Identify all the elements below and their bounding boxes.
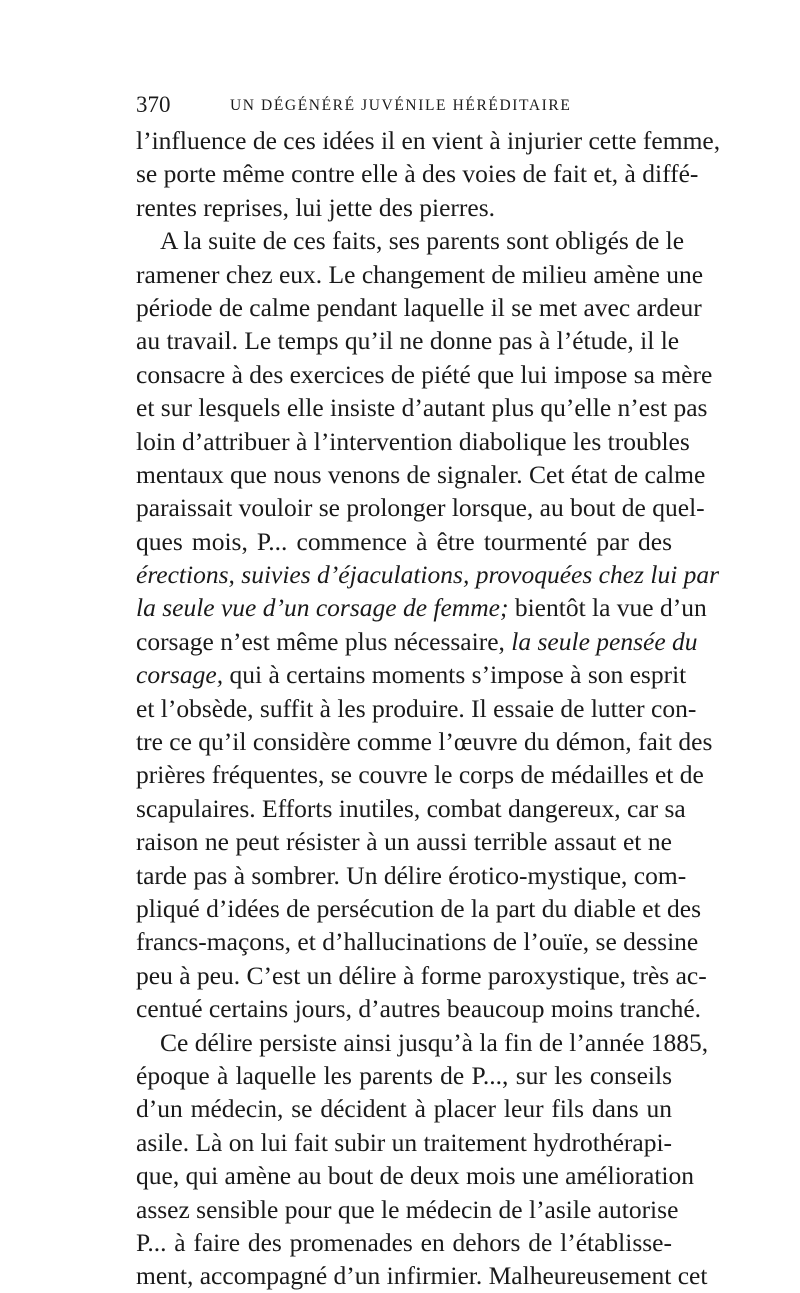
text-line bbox=[136, 191, 672, 224]
italic-run: corsage, bbox=[136, 660, 224, 690]
text-run: ramener chez eux. Le changement de milieu amène une bbox=[136, 259, 704, 289]
text-line bbox=[136, 1159, 695, 1192]
text-run: Ce délire persiste ainsi jusqu’à la fin de l’année 1885, bbox=[160, 1027, 709, 1057]
text-line bbox=[136, 758, 704, 791]
text-line bbox=[136, 1193, 679, 1226]
text-line bbox=[136, 725, 713, 758]
text-run: paraissait vouloir se prolonger lorsque, au bout de quel- bbox=[136, 493, 705, 523]
text-line bbox=[136, 157, 699, 190]
text-line bbox=[136, 1026, 709, 1059]
italic-run: la seule vue d’un corsage de femme; bbox=[136, 593, 509, 623]
text-run: ques mois, P... commence à être tourmenté par des bbox=[136, 526, 672, 556]
text-line bbox=[136, 792, 686, 825]
text-run: se porte même contre elle à des voies de fait et, à diffé- bbox=[136, 159, 699, 189]
running-head bbox=[136, 90, 680, 120]
text-line bbox=[136, 1092, 672, 1125]
text-line bbox=[136, 425, 690, 458]
text-line bbox=[136, 892, 702, 925]
text-run: francs-maçons, et d’hallucinations de l’ouïe, se dessine bbox=[136, 927, 699, 957]
text-line bbox=[136, 458, 706, 491]
text-line bbox=[136, 525, 672, 558]
text-line bbox=[136, 358, 713, 391]
text-run: A la suite de ces faits, ses parents sont obligés de le bbox=[160, 226, 685, 256]
text-run: tre ce qu’il considère comme l’œuvre du démon, fait des bbox=[136, 727, 713, 757]
page-number: 370 bbox=[136, 92, 171, 117]
text-line bbox=[136, 258, 704, 291]
text-run: assez sensible pour que le médecin de l’asile autorise bbox=[136, 1194, 679, 1224]
text-run: qui à certains moments s’impose à son esprit bbox=[223, 660, 687, 690]
text-run: prières fréquentes, se couvre le corps de médailles et de bbox=[136, 760, 704, 790]
text-run: rentes reprises, lui jette des pierres. bbox=[136, 192, 495, 222]
text-line bbox=[136, 491, 705, 524]
text-run: et l’obsède, suffit à les produire. Il essaie de lutter con- bbox=[136, 693, 697, 723]
text-line bbox=[136, 124, 721, 157]
text-run: mentaux que nous venons de signaler. Cet état de calme bbox=[136, 459, 706, 489]
text-run: P... à faire des promenades en dehors de l’établisse- bbox=[136, 1227, 672, 1257]
text-run: consacre à des exercices de piété que lui impose sa mère bbox=[136, 359, 713, 389]
text-run: période de calme pendant laquelle il se met avec ardeur bbox=[136, 292, 702, 322]
text-line bbox=[136, 625, 698, 658]
text-run: scapulaires. Efforts inutiles, combat dangereux, car sa bbox=[136, 793, 686, 823]
text-run: d’un médecin, se décident à placer leur fils dans un bbox=[136, 1094, 672, 1124]
text-run: peu à peu. C’est un délire à forme paroxystique, très ac- bbox=[136, 960, 707, 990]
text-run: époque à laquelle les parents de P..., sur les conseils bbox=[136, 1060, 672, 1090]
text-line bbox=[136, 1059, 672, 1092]
text-run: loin d’attribuer à l’intervention diabolique les troubles bbox=[136, 426, 690, 456]
text-run: ment, accompagné d’un infirmier. Malheureusement cet bbox=[136, 1261, 708, 1291]
text-line bbox=[136, 558, 720, 591]
text-line bbox=[136, 224, 685, 257]
running-title: UN DÉGÉNÉRÉ JUVÉNILE HÉRÉDITAIRE bbox=[230, 97, 572, 114]
text-run: que, qui amène au bout de deux mois une amélioration bbox=[136, 1161, 695, 1191]
text-line bbox=[136, 992, 702, 1025]
text-line bbox=[136, 692, 697, 725]
text-line bbox=[136, 1259, 708, 1292]
text-run: corsage n’est même plus nécessaire, bbox=[136, 626, 512, 656]
text-line bbox=[136, 591, 707, 624]
italic-run: la seule pensée du bbox=[511, 626, 698, 656]
text-line bbox=[136, 859, 687, 892]
text-run: tarde pas à sombrer. Un délire érotico-mystique, com- bbox=[136, 860, 687, 890]
text-run: au travail. Le temps qu’il ne donne pas à l’étude, il le bbox=[136, 326, 680, 356]
text-line bbox=[136, 291, 702, 324]
text-run: bientôt la vue d’un bbox=[508, 593, 707, 623]
text-line bbox=[136, 658, 687, 691]
text-line bbox=[136, 1226, 672, 1259]
text-line bbox=[136, 1126, 672, 1159]
text-run: et sur lesquels elle insiste d’autant plus qu’elle n’est pas bbox=[136, 393, 708, 423]
text-line bbox=[136, 825, 672, 858]
text-run: centué certains jours, d’autres beaucoup moins tranché. bbox=[136, 994, 702, 1024]
text-line bbox=[136, 959, 707, 992]
text-run: raison ne peut résister à un aussi terrible assaut et ne bbox=[136, 827, 672, 857]
text-line bbox=[136, 391, 708, 424]
body-text bbox=[136, 124, 721, 1293]
text-line bbox=[136, 925, 699, 958]
text-run: pliqué d’idées de persécution de la part du diable et des bbox=[136, 893, 702, 923]
text-run: l’influence de ces idées il en vient à injurier cette femme, bbox=[136, 126, 721, 155]
text-run: asile. Là on lui fait subir un traitement hydrothérapi- bbox=[136, 1127, 673, 1157]
italic-run: érections, suivies d’éjaculations, provoquées chez lui par bbox=[136, 560, 720, 590]
text-line bbox=[136, 324, 680, 357]
